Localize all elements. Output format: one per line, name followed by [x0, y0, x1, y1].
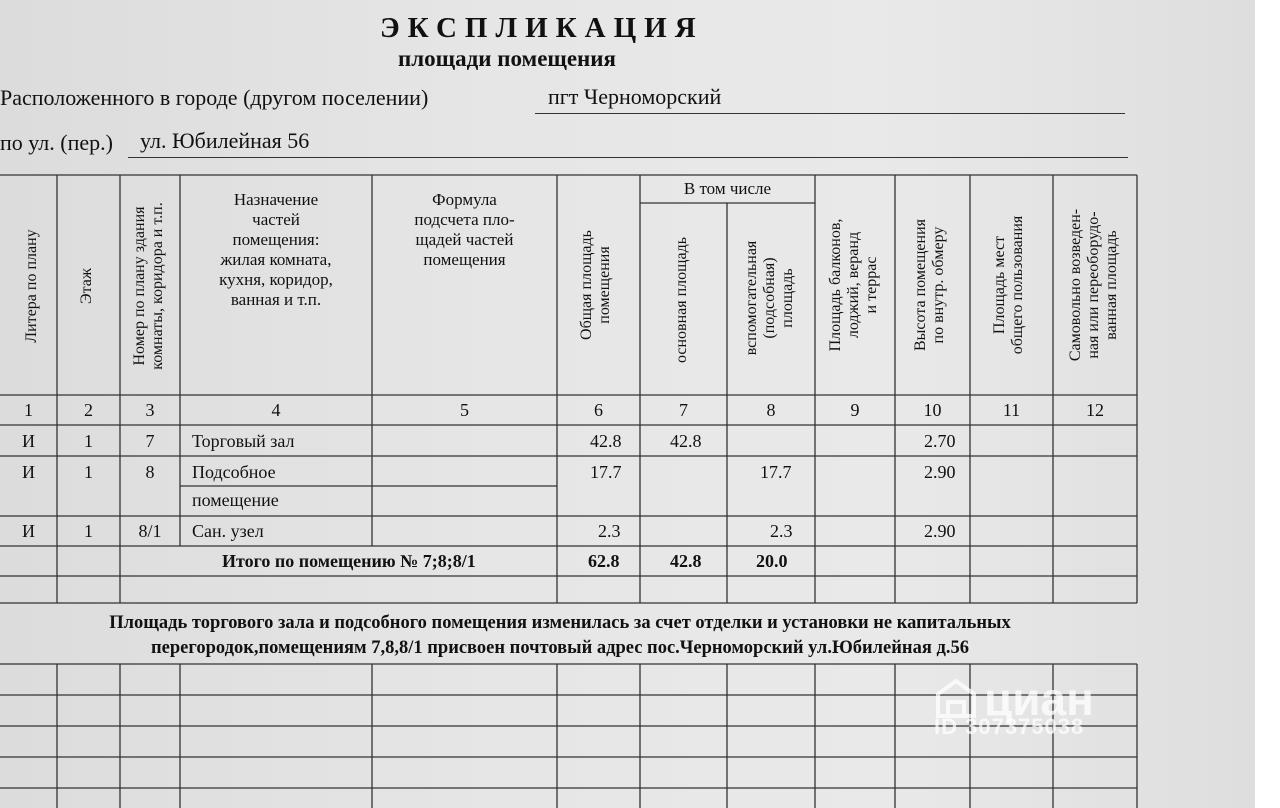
col-room-number-header: Номер по плану здания комнаты, коридора и т.п. — [131, 202, 166, 370]
cell-purpose: Подсобное — [192, 462, 276, 482]
cell-height: 2.90 — [924, 462, 956, 482]
column-number: 10 — [923, 400, 942, 420]
total-main-area: 42.8 — [670, 551, 702, 571]
cell-litera: И — [22, 462, 35, 482]
note-line-2: перегородок,помещениям 7,8,8/1 присвоен почтовый адрес пос.Черноморский ул.Юбилейная д.56 — [151, 638, 969, 658]
col-main-area-header: основная площадь — [673, 236, 690, 364]
column-number: 12 — [1086, 400, 1104, 420]
col-purpose-header: Назначение частей помещения: жилая комната, кухня, коридор, ванная и т.п. — [219, 190, 333, 309]
cell-litera: И — [22, 431, 35, 451]
cell-height: 2.70 — [924, 431, 956, 451]
cell-total-area: 42.8 — [590, 431, 622, 451]
page-subtitle: площади помещения — [398, 46, 616, 71]
column-number: 1 — [24, 400, 33, 420]
cell-aux-area: 17.7 — [760, 462, 792, 482]
cell-room: 7 — [145, 431, 155, 451]
note-line-1: Площадь торгового зала и подсобного помещения изменилась за счет отделки и установки не капитальных — [109, 613, 1011, 633]
cell-total-area: 2.3 — [598, 521, 621, 541]
house-logo-icon — [934, 678, 978, 718]
cell-aux-area: 2.3 — [770, 521, 793, 541]
cell-floor: 1 — [84, 521, 93, 541]
total-area: 62.8 — [588, 551, 620, 571]
watermark-id: ID 307375038 — [934, 714, 1085, 739]
cell-floor: 1 — [84, 431, 93, 451]
total-aux-area: 20.0 — [756, 551, 788, 571]
street-label: по ул. (пер.) — [0, 130, 113, 155]
page-title: ЭКСПЛИКАЦИЯ — [380, 12, 704, 44]
cell-height: 2.90 — [924, 521, 956, 541]
cell-purpose: Сан. узел — [192, 521, 264, 541]
col-formula-header: Формула подсчета пло- щадей частей помещения — [414, 190, 515, 269]
column-number: 8 — [766, 400, 776, 420]
col-height-header: Высота помещения по внутр. обмеру — [912, 219, 947, 351]
group-header-including: В том числе — [683, 179, 772, 198]
col-common-area-header: Площадь мест общего пользования — [991, 215, 1026, 355]
location-value: пгт Черноморский — [548, 84, 722, 109]
column-number: 3 — [145, 400, 155, 420]
col-aux-area-header: вспомогательная (подсобная) площадь — [743, 240, 796, 356]
col-total-area-header: Общая площадь помещения — [578, 230, 613, 340]
column-number: 11 — [1002, 400, 1021, 420]
cell-main-area: 42.8 — [670, 431, 702, 451]
cell-room: 8 — [145, 462, 155, 482]
total-label: Итого по помещению № 7;8;8/1 — [222, 551, 476, 571]
col-floor-header: Этаж — [78, 268, 95, 304]
column-number: 6 — [594, 400, 603, 420]
cell-floor: 1 — [84, 462, 93, 482]
street-value: ул. Юбилейная 56 — [140, 128, 310, 153]
column-number: 7 — [679, 400, 688, 420]
column-number: 2 — [84, 400, 93, 420]
column-number: 4 — [271, 400, 281, 420]
cell-room: 8/1 — [138, 521, 162, 541]
cell-purpose: Торговый зал — [192, 431, 295, 451]
cell-total-area: 17.7 — [590, 462, 622, 482]
col-balcony-header: Площадь балконов, лоджий, веранд и террас — [827, 218, 880, 352]
column-number: 9 — [850, 400, 860, 420]
col-litera-header: Литера по плану — [23, 229, 40, 343]
column-number: 5 — [460, 400, 469, 420]
cell-litera: И — [22, 521, 35, 541]
location-label: Расположенного в городе (другом поселении) — [0, 85, 429, 110]
watermark-brand: циан — [984, 673, 1094, 725]
col-unauthorized-header: Самовольно возведен- ная или переоборудо- ванная площадь — [1067, 208, 1120, 362]
cell-purpose-cont: помещение — [192, 490, 279, 510]
